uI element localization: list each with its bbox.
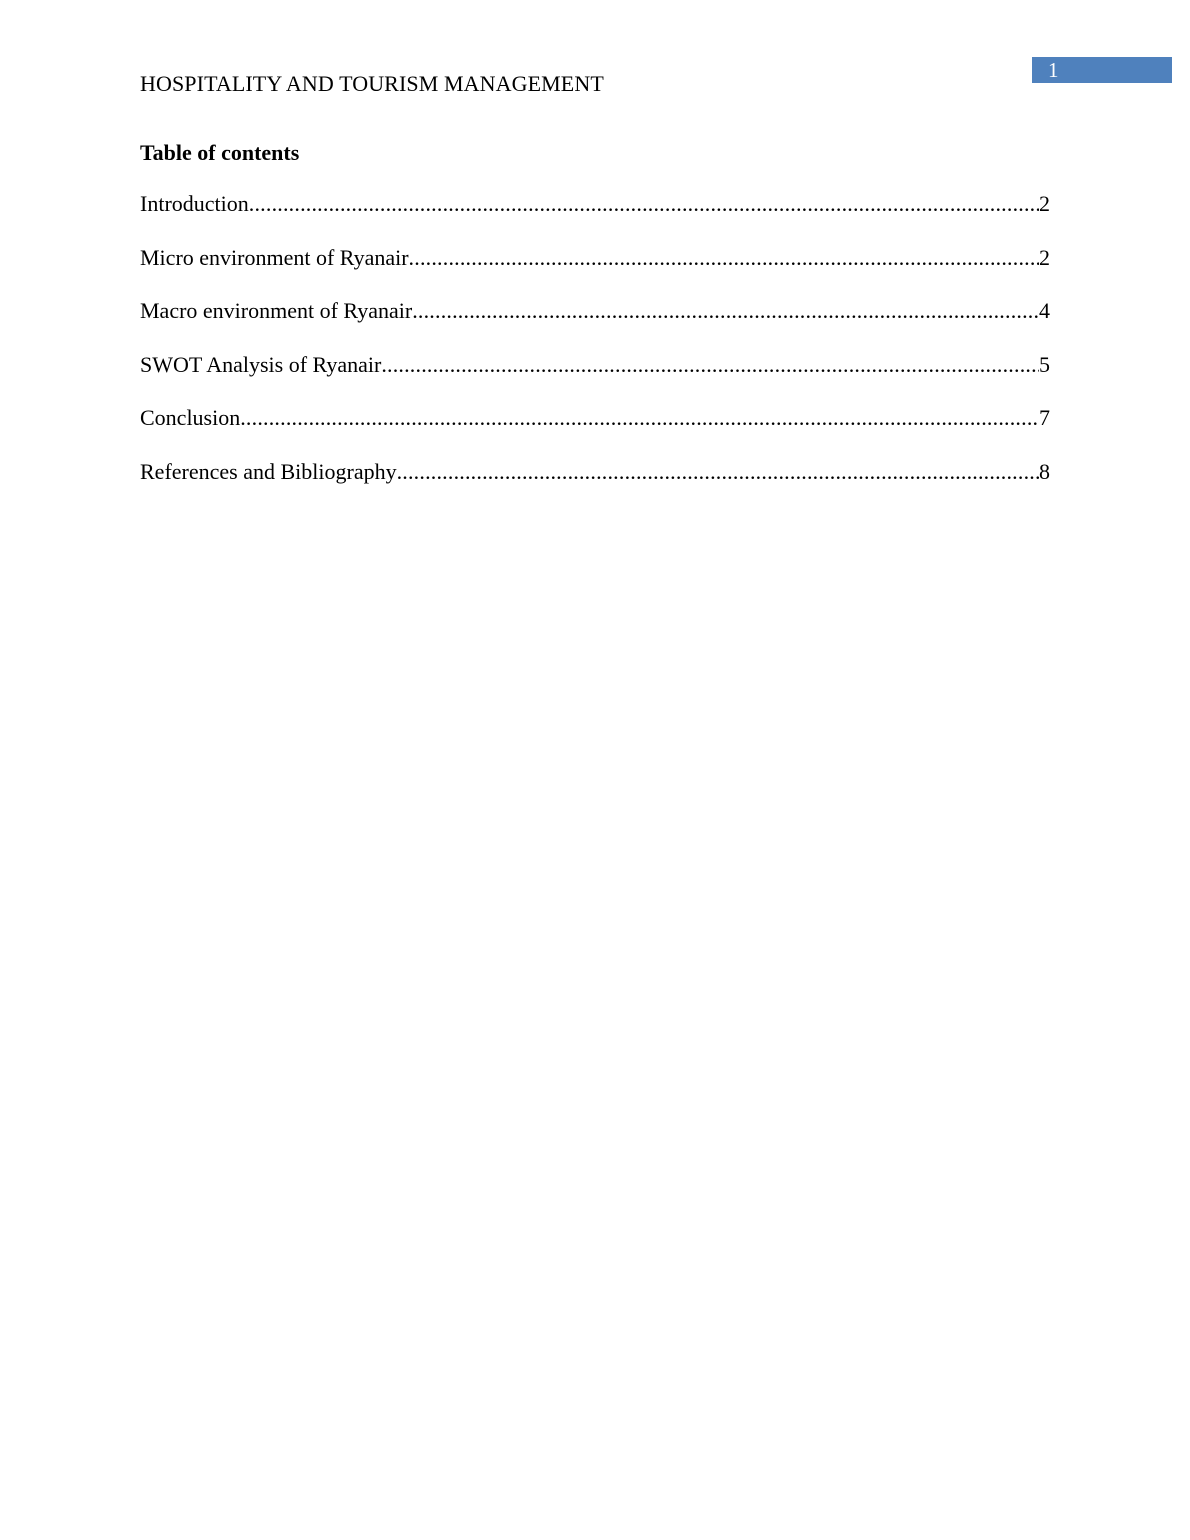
toc-dot-leader — [240, 404, 1039, 432]
toc-entry-title: Conclusion — [140, 405, 241, 431]
toc-entry-page: 7 — [1039, 405, 1050, 431]
toc-entry-title: Micro environment of Ryanair — [140, 244, 409, 270]
toc-entry-title: SWOT Analysis of Ryanair — [140, 351, 382, 377]
running-head: HOSPITALITY AND TOURISM MANAGEMENT — [140, 71, 604, 96]
page-number-badge — [1032, 57, 1172, 83]
table-of-contents — [140, 190, 1050, 512]
toc-entry-title: Macro environment of Ryanair — [140, 298, 413, 324]
toc-entry-micro-environment[interactable] — [140, 244, 1050, 298]
toc-entry-introduction[interactable] — [140, 190, 1050, 244]
toc-dot-leader — [412, 297, 1039, 325]
page-number: 1 — [1048, 58, 1059, 82]
toc-entry-page: 4 — [1039, 298, 1050, 324]
toc-entry-references[interactable] — [140, 458, 1050, 512]
toc-entry-swot-analysis[interactable] — [140, 351, 1050, 405]
toc-entry-page: 8 — [1039, 458, 1050, 484]
toc-entry-page: 2 — [1039, 191, 1050, 216]
toc-dot-leader — [381, 351, 1039, 379]
toc-dot-leader — [249, 190, 1039, 218]
toc-entry-title: References and Bibliography — [140, 458, 397, 484]
toc-entry-title: Introduction — [140, 191, 249, 216]
toc-heading: Table of contents — [140, 140, 300, 165]
toc-dot-leader — [397, 458, 1039, 486]
toc-entry-page: 2 — [1039, 244, 1050, 270]
toc-entry-page: 5 — [1039, 351, 1050, 377]
toc-entry-macro-environment[interactable] — [140, 297, 1050, 351]
toc-dot-leader — [409, 244, 1039, 272]
toc-entry-conclusion[interactable] — [140, 404, 1050, 458]
